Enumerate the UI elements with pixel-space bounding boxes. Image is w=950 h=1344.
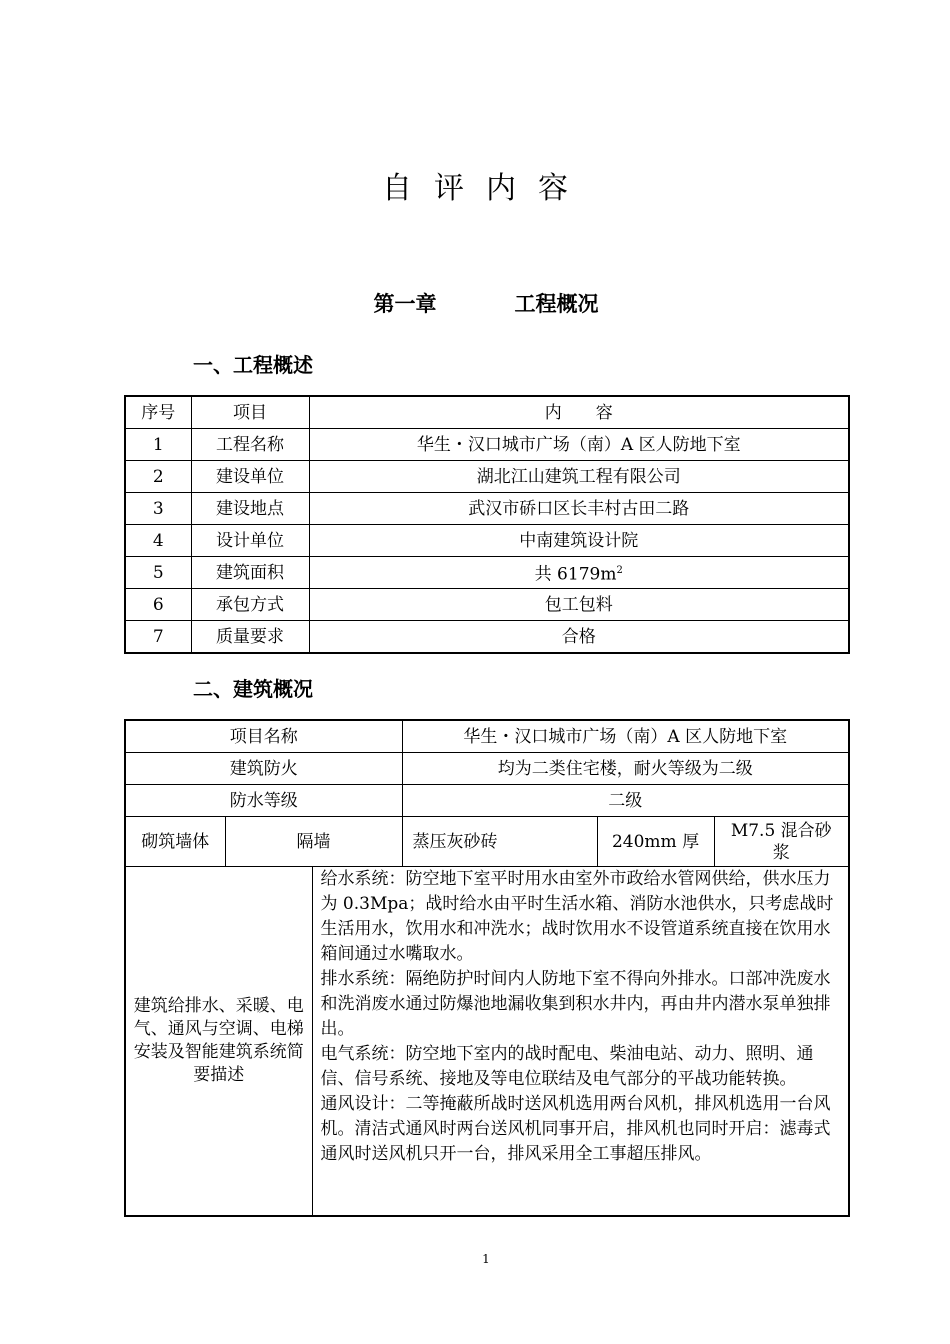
row-label: 防水等级 — [125, 785, 402, 817]
table-row — [125, 621, 849, 654]
table-row — [125, 720, 849, 753]
row-label: 建筑防火 — [125, 753, 402, 785]
table-row — [125, 589, 849, 621]
table-row — [125, 753, 849, 785]
chapter-number: 第一章 — [373, 292, 437, 316]
row-content: 合格 — [309, 621, 849, 654]
document-title: 自评内容 — [382, 171, 590, 206]
table-row — [125, 429, 849, 461]
row-label: 项目名称 — [125, 720, 402, 753]
systems-description — [312, 867, 849, 1217]
row-number: 4 — [125, 525, 191, 557]
header-cell: 项目 — [191, 396, 309, 429]
row-content: 华生・汉口城市广场（南）A 区人防地下室 — [309, 429, 849, 461]
systems-row — [125, 867, 849, 1217]
row-content: 中南建筑设计院 — [309, 525, 849, 557]
row-content — [309, 557, 849, 589]
area-value: 共 6179m — [534, 564, 617, 585]
chapter-heading — [0, 288, 950, 318]
systems-label: 建筑给排水、采暖、电气、通风与空调、电梯安装及智能建筑系统简要描述 — [125, 867, 312, 1217]
masonry-row — [125, 817, 849, 867]
row-number: 2 — [125, 461, 191, 493]
section-building-heading: 二、建筑概况 — [193, 677, 313, 701]
row-item: 建设地点 — [191, 493, 309, 525]
row-value: 华生・汉口城市广场（南）A 区人防地下室 — [402, 720, 849, 753]
row-content: 包工包料 — [309, 589, 849, 621]
chapter-name: 工程概况 — [514, 292, 599, 316]
row-number: 5 — [125, 557, 191, 589]
page-number: 1 — [482, 1252, 490, 1266]
header-cell: 内 容 — [309, 396, 849, 429]
table-row — [125, 461, 849, 493]
ventilation-text: 通风设计：二等掩蔽所战时送风机选用两台风机，排风机选用一台风机。清洁式通风时两台送风机同事开启，排风机也同时开启：滤毒式通风时送风机只开一台，排风采用全工事超压排风。 — [320, 1094, 831, 1164]
masonry-label: 砌筑墙体 — [125, 817, 225, 867]
area-unit-exponent: 2 — [616, 564, 623, 576]
masonry-thickness: 240mm 厚 — [597, 817, 714, 867]
row-number: 3 — [125, 493, 191, 525]
table-row — [125, 557, 849, 589]
row-value: 均为二类住宅楼，耐火等级为二级 — [402, 753, 849, 785]
table-row — [125, 785, 849, 817]
table-header-row — [125, 396, 849, 429]
row-item: 设计单位 — [191, 525, 309, 557]
row-content: 武汉市硚口区长丰村古田二路 — [309, 493, 849, 525]
building-overview-table — [124, 719, 850, 1217]
water-supply-text: 给水系统：防空地下室平时用水由室外市政给水管网供给，供水压力为 0.3Mpa；战时给水由平时生活水箱、消防水池供水，只考虑战时生活用水，饮用水和冲洗水；战时饮用水不设管道系统直接在饮用水箱间通过水嘴取水。 — [320, 869, 834, 964]
row-item: 建设单位 — [191, 461, 309, 493]
row-number: 7 — [125, 621, 191, 654]
table-row — [125, 525, 849, 557]
header-cell: 序号 — [125, 396, 191, 429]
table-row — [125, 493, 849, 525]
masonry-material: 蒸压灰砂砖 — [402, 817, 597, 867]
row-item: 工程名称 — [191, 429, 309, 461]
section-overview-heading: 一、工程概述 — [193, 353, 313, 377]
row-content: 湖北江山建筑工程有限公司 — [309, 461, 849, 493]
row-item: 质量要求 — [191, 621, 309, 654]
project-overview-table — [124, 395, 850, 654]
row-item: 建筑面积 — [191, 557, 309, 589]
masonry-wall-type: 隔墙 — [225, 817, 402, 867]
drainage-text: 排水系统：隔绝防护时间内人防地下室不得向外排水。口部冲洗废水和洗消废水通过防爆池地漏收集到积水井内，再由井内潜水泵单独排出。 — [320, 969, 831, 1039]
row-number: 1 — [125, 429, 191, 461]
row-number: 6 — [125, 589, 191, 621]
masonry-mortar: M7.5 混合砂浆 — [714, 817, 849, 867]
row-value: 二级 — [402, 785, 849, 817]
row-item: 承包方式 — [191, 589, 309, 621]
electrical-text: 电气系统：防空地下室内的战时配电、柴油电站、动力、照明、通信、信号系统、接地及等电位联结及电气部分的平战功能转换。 — [320, 1044, 814, 1089]
